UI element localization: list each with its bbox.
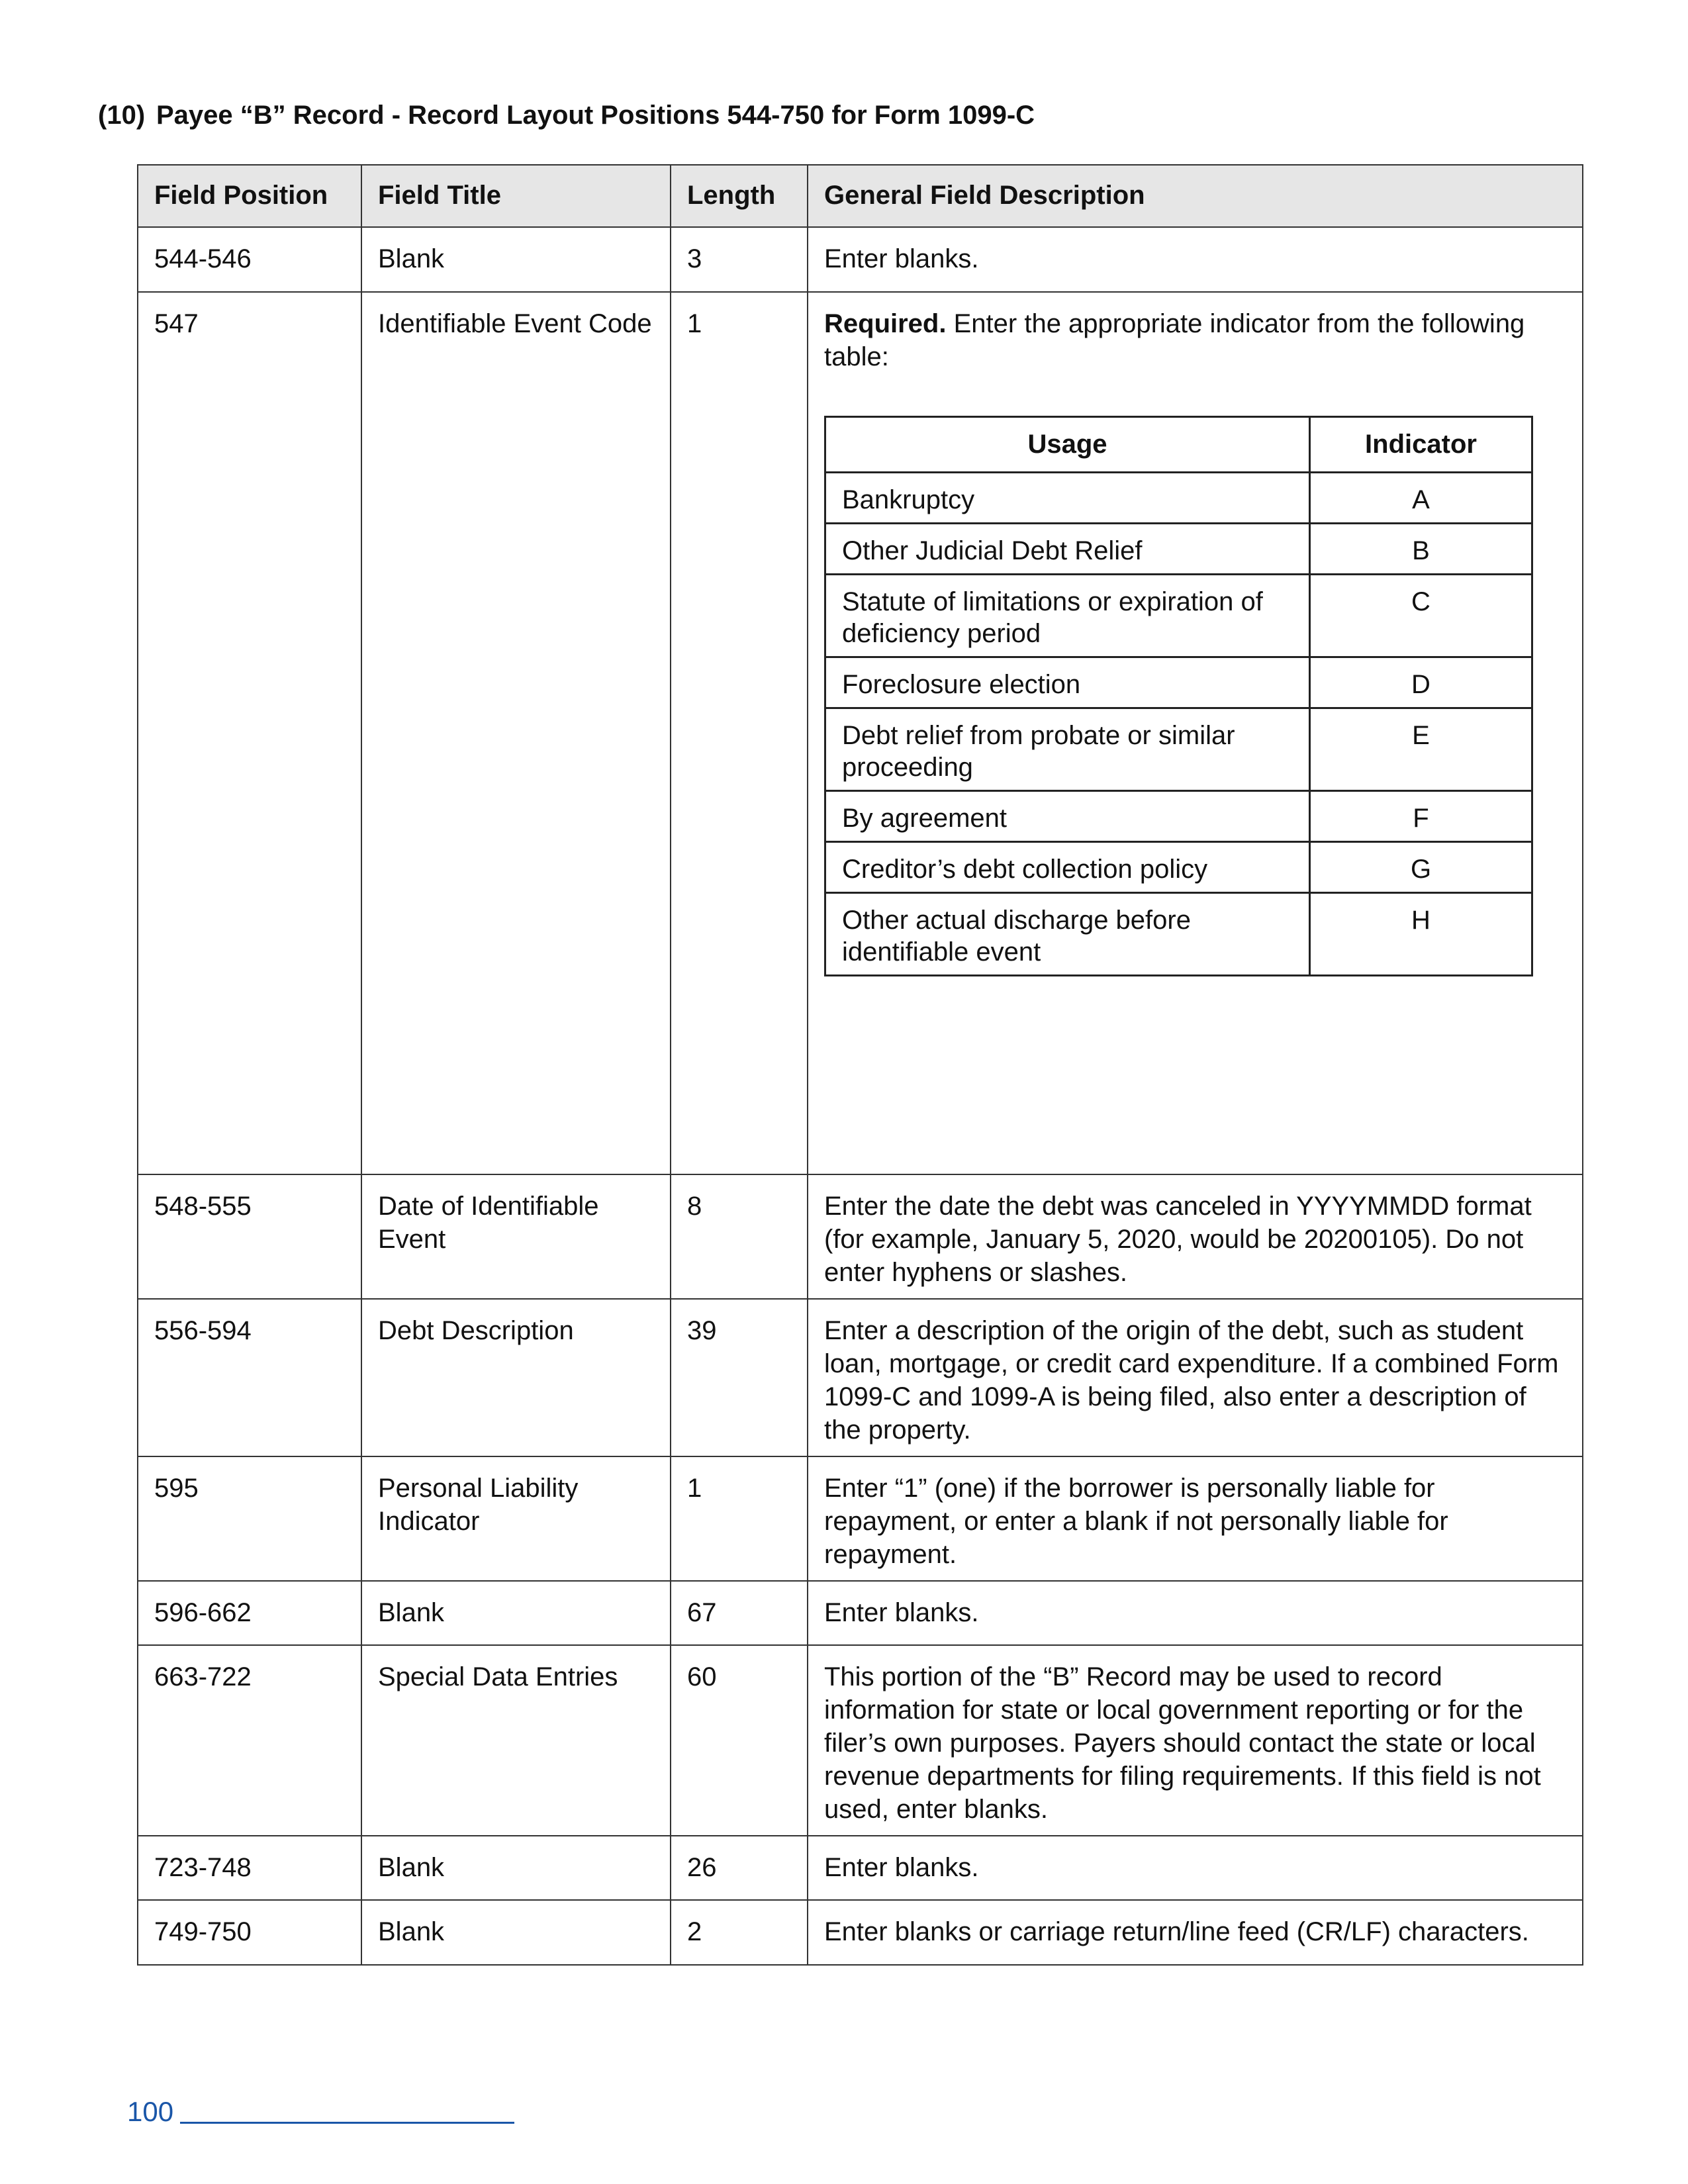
- table-row: [138, 1645, 1583, 1836]
- table-row: [138, 1900, 1583, 1965]
- field-description: Enter blanks.: [808, 1581, 1583, 1645]
- field-description: Enter blanks or carriage return/line feed (CR/LF) characters.: [808, 1900, 1583, 1965]
- usage-cell: Debt relief from probate or similar proceeding: [825, 708, 1310, 791]
- table-row: [138, 227, 1583, 292]
- field-position: 723-748: [138, 1836, 361, 1900]
- field-position: 548-555: [138, 1174, 361, 1299]
- field-length: 2: [671, 1900, 808, 1965]
- indicator-row: [825, 708, 1532, 791]
- field-title: Blank: [361, 1581, 671, 1645]
- field-length: 60: [671, 1645, 808, 1836]
- column-header-field-position: Field Position: [138, 165, 361, 227]
- field-title: Special Data Entries: [361, 1645, 671, 1836]
- indicator-row: [825, 842, 1532, 893]
- indicator-cell: C: [1310, 575, 1532, 657]
- table-row: [138, 292, 1583, 1174]
- section-title: Payee “B” Record - Record Layout Positions 544-750 for Form 1099-C: [156, 101, 1035, 130]
- field-description: This portion of the “B” Record may be used to record information for state or local government reporting or for the filer’s own purposes. Payers should contact the state or local revenue departments for filing requirements. If this field is not used, enter blanks.: [808, 1645, 1583, 1836]
- indicator-row: [825, 657, 1532, 708]
- field-position: 596-662: [138, 1581, 361, 1645]
- indicator-row: [825, 575, 1532, 657]
- indicator-cell: F: [1310, 791, 1532, 842]
- table-header-row: [138, 165, 1583, 227]
- indicator-cell: H: [1310, 893, 1532, 976]
- field-title: Blank: [361, 1836, 671, 1900]
- table-row: [138, 1174, 1583, 1299]
- section-heading: [98, 98, 1587, 132]
- indicator-cell: B: [1310, 524, 1532, 575]
- indicator-header-row: [825, 417, 1532, 473]
- column-header-description: General Field Description: [808, 165, 1583, 227]
- usage-cell: Bankruptcy: [825, 473, 1310, 524]
- indicator-row: [825, 791, 1532, 842]
- indicator-table: [824, 416, 1533, 976]
- usage-cell: Other Judicial Debt Relief: [825, 524, 1310, 575]
- page-footer: [127, 2092, 514, 2128]
- field-length: 26: [671, 1836, 808, 1900]
- field-title: Personal Liability Indicator: [361, 1456, 671, 1581]
- section-number: (10): [98, 101, 146, 130]
- field-length: 1: [671, 1456, 808, 1581]
- field-description: Enter the date the debt was canceled in YYYYMMDD format (for example, January 5, 2020, would be 20200105). Do not enter hyphens or slashes.: [808, 1174, 1583, 1299]
- indicator-cell: G: [1310, 842, 1532, 893]
- indicator-row: [825, 893, 1532, 976]
- field-title: Date of Identifiable Event: [361, 1174, 671, 1299]
- usage-cell: Foreclosure election: [825, 657, 1310, 708]
- footer-rule: [180, 2122, 514, 2124]
- field-description: Enter “1” (one) if the borrower is personally liable for repayment, or enter a blank if not personally liable for repayment.: [808, 1456, 1583, 1581]
- field-description: [808, 292, 1583, 1174]
- field-title: Debt Description: [361, 1299, 671, 1456]
- field-description: Enter a description of the origin of the debt, such as student loan, mortgage, or credit card expenditure. If a combined Form 1099-C and 1099-A is being filed, also enter a description of the property.: [808, 1299, 1583, 1456]
- table-row: [138, 1836, 1583, 1900]
- column-header-length: Length: [671, 165, 808, 227]
- field-title: Blank: [361, 227, 671, 292]
- indicator-row: [825, 473, 1532, 524]
- required-label: Required.: [824, 309, 947, 338]
- page-number: 100: [127, 2096, 174, 2127]
- column-header-indicator: Indicator: [1310, 417, 1532, 473]
- column-header-field-title: Field Title: [361, 165, 671, 227]
- field-position: 663-722: [138, 1645, 361, 1836]
- description-text: Enter the appropriate indicator from the following table:: [824, 309, 1525, 371]
- column-header-usage: Usage: [825, 417, 1310, 473]
- table-row: [138, 1581, 1583, 1645]
- table-row: [138, 1456, 1583, 1581]
- indicator-cell: A: [1310, 473, 1532, 524]
- field-length: 67: [671, 1581, 808, 1645]
- field-position: 556-594: [138, 1299, 361, 1456]
- usage-cell: Statute of limitations or expiration of deficiency period: [825, 575, 1310, 657]
- field-length: 1: [671, 292, 808, 1174]
- indicator-cell: D: [1310, 657, 1532, 708]
- field-title: Blank: [361, 1900, 671, 1965]
- field-position: 749-750: [138, 1900, 361, 1965]
- usage-cell: Creditor’s debt collection policy: [825, 842, 1310, 893]
- table-row: [138, 1299, 1583, 1456]
- field-length: 3: [671, 227, 808, 292]
- field-description: Enter blanks.: [808, 1836, 1583, 1900]
- field-position: 544-546: [138, 227, 361, 292]
- field-description: Enter blanks.: [808, 227, 1583, 292]
- field-length: 39: [671, 1299, 808, 1456]
- record-layout-table: [137, 164, 1583, 1966]
- field-length: 8: [671, 1174, 808, 1299]
- usage-cell: Other actual discharge before identifiable event: [825, 893, 1310, 976]
- field-title: Identifiable Event Code: [361, 292, 671, 1174]
- field-position: 595: [138, 1456, 361, 1581]
- field-position: 547: [138, 292, 361, 1174]
- indicator-row: [825, 524, 1532, 575]
- usage-cell: By agreement: [825, 791, 1310, 842]
- indicator-cell: E: [1310, 708, 1532, 791]
